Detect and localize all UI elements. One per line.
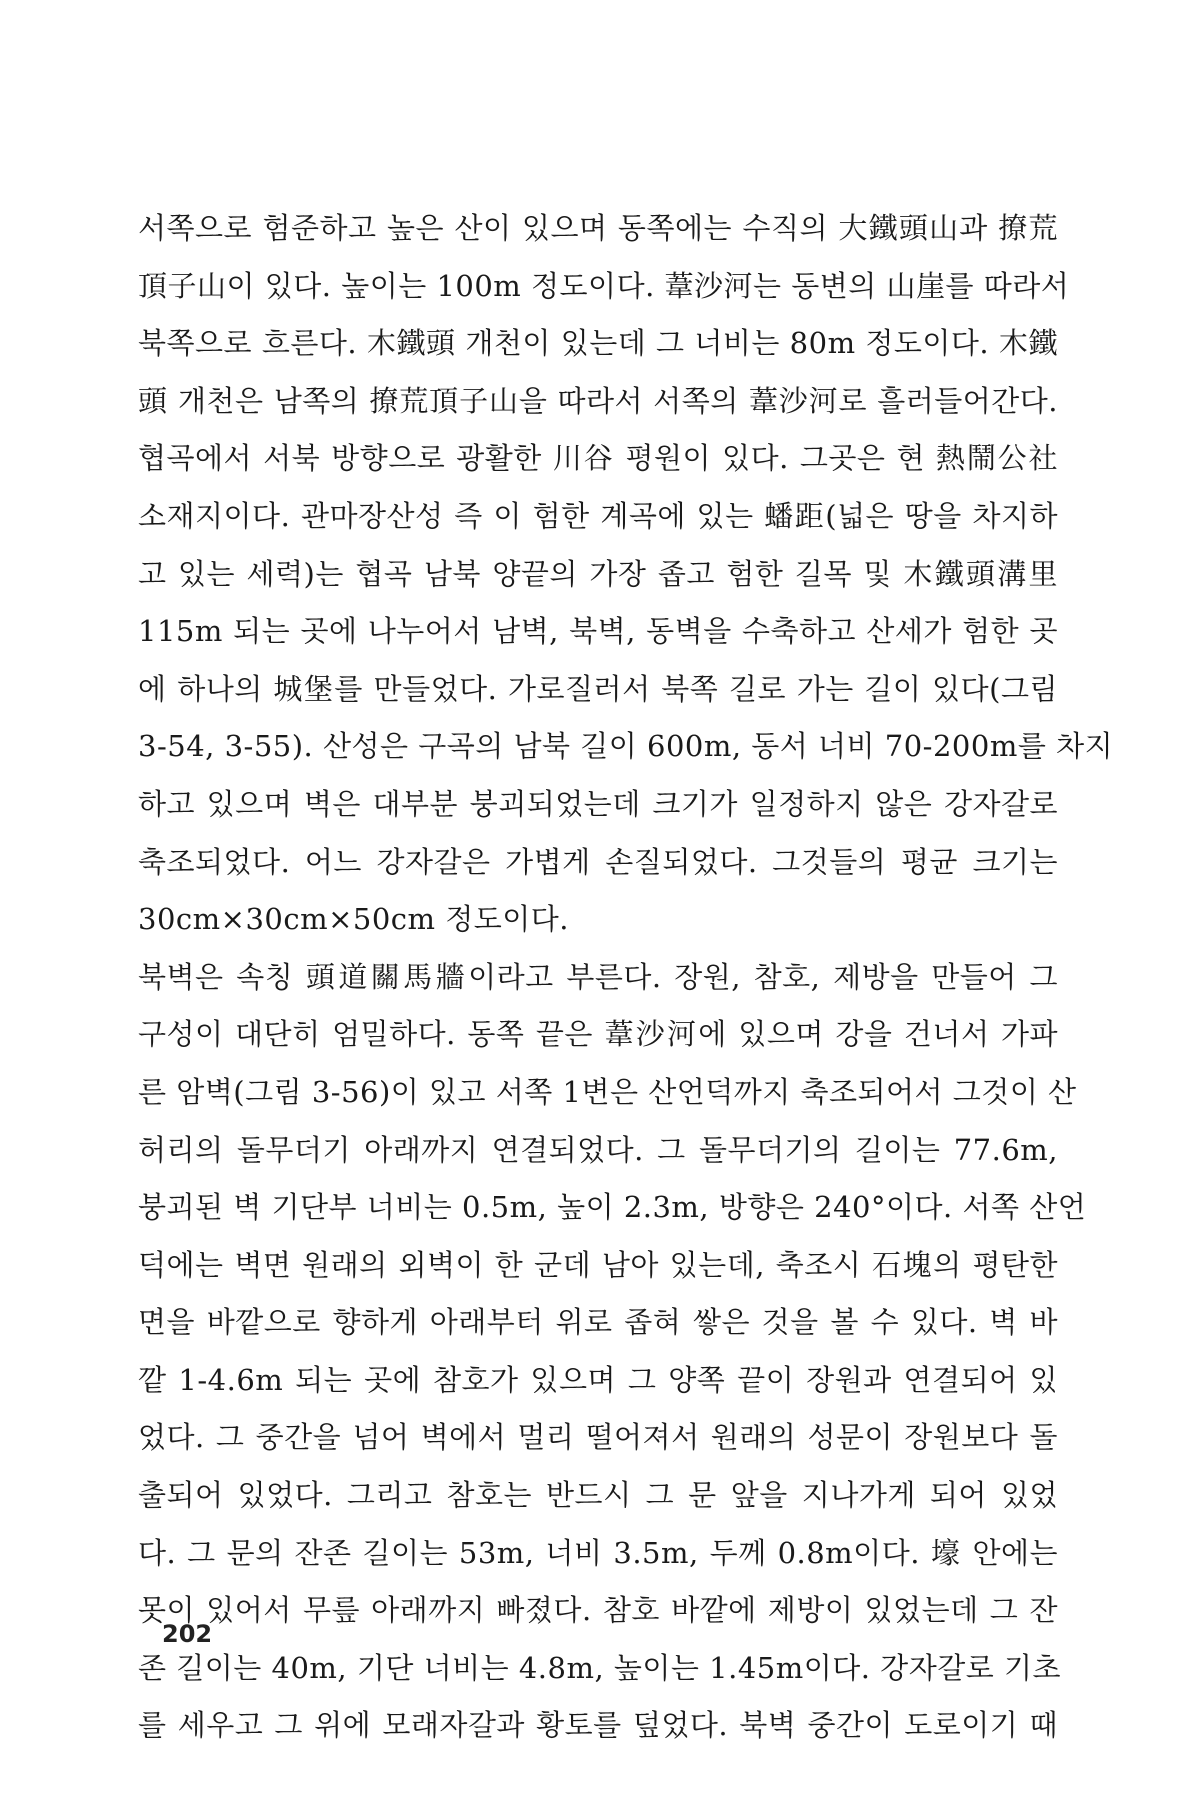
text-line: 축조되었다. 어느 강자갈은 가볍게 손질되었다. 그것들의 평균 크기는 <box>138 844 1058 879</box>
text-line: 에 하나의 城堡를 만들었다. 가로질러서 북쪽 길로 가는 길이 있다(그림 <box>138 671 1058 706</box>
text-line: 깥 1-4.6m 되는 곳에 참호가 있으며 그 양쪽 끝이 장원과 연결되어 있 <box>138 1362 1058 1397</box>
text-line: 었다. 그 중간을 넘어 벽에서 멀리 떨어져서 원래의 성문이 장원보다 돌 <box>138 1420 1058 1455</box>
text-line: 를 세우고 그 위에 모래자갈과 황토를 덮었다. 북벽 중간이 도로이기 때 <box>138 1708 1058 1743</box>
text-line: 115m 되는 곳에 나누어서 남벽, 북벽, 동벽을 수축하고 산세가 험한 곳 <box>138 614 1058 649</box>
text-line: 붕괴된 벽 기단부 너비는 0.5m, 높이 2.3m, 방향은 240°이다. 서쪽 산언 <box>138 1190 1087 1225</box>
text-line: 다. 그 문의 잔존 길이는 53m, 너비 3.5m, 두께 0.8m이다. 壕 안에는 <box>138 1535 1058 1570</box>
paragraph-2 <box>138 949 1087 1755</box>
text-line: 하고 있으며 벽은 대부분 붕괴되었는데 크기가 일정하지 않은 강자갈로 <box>138 786 1058 821</box>
text-line: 협곡에서 서북 방향으로 광활한 川谷 평원이 있다. 그곳은 현 熱鬧公社 <box>138 441 1058 476</box>
body-text <box>138 200 1114 1755</box>
text-line: 허리의 돌무더기 아래까지 연결되었다. 그 돌무더기의 길이는 77.6m, <box>138 1132 1058 1167</box>
text-line: 면을 바깥으로 향하게 아래부터 위로 좁혀 쌓은 것을 볼 수 있다. 벽 바 <box>138 1305 1058 1340</box>
text-line: 못이 있어서 무릎 아래까지 빠졌다. 참호 바깥에 제방이 있었는데 그 잔 <box>138 1593 1058 1628</box>
text-line: 3-54, 3-55). 산성은 구곡의 남북 길이 600m, 동서 너비 70-200m를 차지 <box>138 729 1114 764</box>
text-line: 소재지이다. 관마장산성 즉 이 험한 계곡에 있는 蟠距(넓은 땅을 차지하 <box>138 498 1058 533</box>
text-line: 구성이 대단히 엄밀하다. 동쪽 끝은 葦沙河에 있으며 강을 건너서 가파 <box>138 1017 1058 1052</box>
text-line: 30cm×30cm×50cm 정도이다. <box>138 902 570 937</box>
text-line: 북쪽으로 흐른다. 木鐵頭 개천이 있는데 그 너비는 80m 정도이다. 木鐵 <box>138 326 1058 361</box>
text-line: 존 길이는 40m, 기단 너비는 4.8m, 높이는 1.45m이다. 강자갈로 기초 <box>138 1650 1061 1685</box>
text-line: 서쪽으로 험준하고 높은 산이 있으며 동쪽에는 수직의 大鐵頭山과 撩荒 <box>138 211 1058 245</box>
page-number: 202 <box>162 1620 213 1648</box>
text-line: 頂子山이 있다. 높이는 100m 정도이다. 葦沙河는 동변의 山崖를 따라서 <box>138 268 1070 303</box>
text-line: 른 암벽(그림 3-56)이 있고 서쪽 1변은 산언덕까지 축조되어서 그것이 산 <box>138 1074 1077 1109</box>
text-line: 고 있는 세력)는 협곡 남북 양끝의 가장 좁고 험한 길목 및 木鐵頭溝里 <box>138 556 1058 591</box>
paragraph-1 <box>138 200 1114 949</box>
text-line: 북벽은 속칭 頭道關馬牆이라고 부른다. 장원, 참호, 제방을 만들어 그 <box>138 959 1058 994</box>
text-line: 頭 개천은 남쪽의 撩荒頂子山을 따라서 서쪽의 葦沙河로 흘러들어간다. <box>138 383 1058 418</box>
text-line: 출되어 있었다. 그리고 참호는 반드시 그 문 앞을 지나가게 되어 있었 <box>138 1478 1058 1513</box>
text-line: 덕에는 벽면 원래의 외벽이 한 군데 남아 있는데, 축조시 石塊의 평탄한 <box>138 1247 1058 1282</box>
